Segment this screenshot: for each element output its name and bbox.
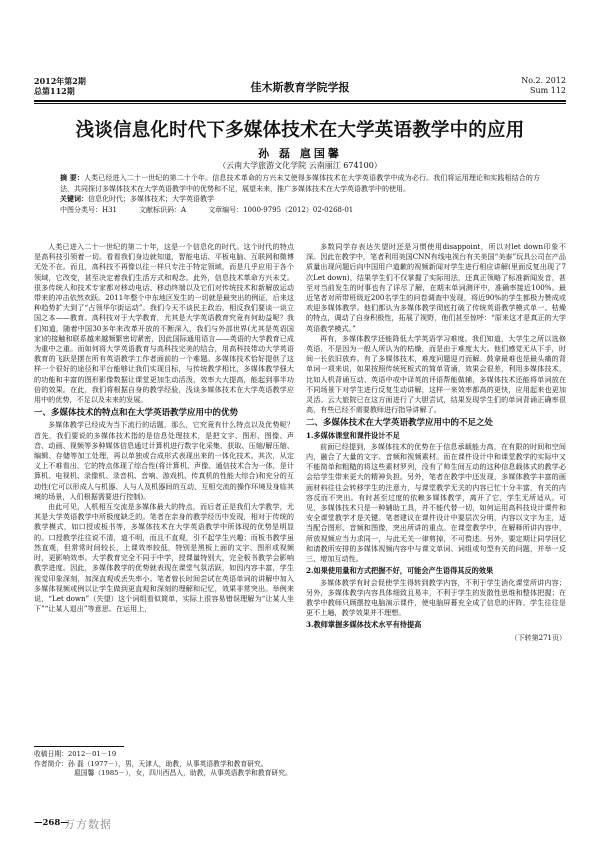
author-affiliation: （云南大学旅游文化学院 云南丽江 674100） (218, 161, 382, 170)
section-heading-2: 二、多媒体技术在大学英语教学应用中的不足之处 (306, 418, 494, 429)
clc-number: 中图分类号：H31 (60, 205, 118, 214)
header-rule-thin (34, 103, 566, 104)
header-issue-en (521, 76, 566, 96)
paragraph: 多媒体教学已经成为当下流行的话题，那么，它究竟有什么特点以及优势呢？首先，我们要说的多媒体技术指的是信息处理技术，是把文字、图形、图像、声音、动画、视频等多种媒体信息通过计算机进行数字化采集、获取、压缩/解压缩、编辑、存储等加工处理，再以单独或合成形式表现出来的一体化技术。其次，从定义上不难看出，它的特点体现了综合性(将计算机、声像、通信技术合为一体，是计算机、电视机、录像机、录音机、音响、游戏机、传真机的性能大综合)和充分的互动性(它可以形成人与机器、人与人及机器间的互动，互相交流的操作环境及身临其境的场景，人们根据需要进行控制)。 (34, 420, 294, 501)
article-metadata (60, 173, 540, 215)
footnotes (34, 750, 294, 779)
paragraph: 多媒体教学有时会促使学生得转到教学内容，不利于学生消化课堂所讲内容；另外，多媒体教学内容具体细致且易丰，不利于学生的发散性思维和整体把握；在教学中教师只顾摆控电脑演示课件，使电脑屏幕充全成了信息的评阵，学生往往是更不上趟，教学效果并不理想。 (306, 577, 566, 618)
running-header (34, 76, 566, 100)
article-authors: 孙 磊 扈国馨 (258, 147, 342, 160)
abstract (60, 173, 540, 194)
body-column-right (306, 242, 566, 643)
subsection-heading: 2.如果使用量和方式把握不好，可能会产生语得其反的效果 (306, 566, 494, 576)
header-issue-year: 2012年第2期 (34, 76, 86, 86)
section-heading-1: 一、多媒体技术的特点和在大学英语教学应用中的优势 (34, 408, 239, 419)
classification-ids (60, 205, 540, 216)
journal-name: 佳木斯教育学院学报 (250, 81, 350, 94)
keywords-label: 关键词： (60, 194, 88, 203)
paragraph: 由此可见，人机相互交流是多媒体最大的特点，而后者正是我们大学教学，尤其是大学英语教学中所极度缺乏的。笔者在亲身的教学经历中发现，相对于传统的教学模式，如口授或板书等，多媒体技术在大学英语教学中所体现的优势是明显的。口授教学往往说不清，道不明，而且不直观，引不起学生兴趣；而板书教学虽然直观，但常常时间较长，上课效率较低，特别是黑板上面的文字、图形或视频时，更影响效率。大学教育完全不同于中学，授课量特别大，完全板书教学会影响教学进度。因此，多媒体教学的优势就表现在课堂气氛活跃，如因内容丰富，学生视觉印象深刻，加深直观或丢失率小。笔者曾长时间尝试在英语单词的讲解中加入多媒体视频或例以让学生做到更直观和深刻的理解和记忆，效果非常突出。举例来说，“Let down”（失望）这个词组看似简单，实际上很容易错误理解为“让某人坐下”“让某人退出”等意思。在运用上， (34, 502, 294, 614)
keywords-text: 信息化时代；多媒体技术；大学英语教学 (88, 195, 214, 203)
continued-note: （下转第271页） (510, 633, 566, 642)
subsection-heading: 1.多媒体课堂和课件设计不足 (306, 430, 400, 440)
received-date: 收稿日期：2012－01－19 (34, 750, 117, 758)
keywords (60, 194, 540, 205)
paragraph: 多数同学存表达失望时还是习惯使用disappoint，所以对let down印象不深。因此在教学中，笔者利用美国CNN有线电视台有关美国“美泰”玩具公司在产品质量出现问题后向中国用户道歉的视频新闻对学生进行相应讲解(里面反复出现了7次Let down)，结果学生们不仅掌握了实际用法，还真正领略了标准新闻发音，甚至对当前发生的时事也有了详尽了解，在期末单词测评中，准确率接近100%。最近笔者对所带班级近200名学生的问卷调查中发现，将近90%的学生都极力赞成或欢迎多媒体教学。他们都认为多媒体教学彻底打破了传统英语教学模式单一、枯燥的特点，调动了自身积极性，拓展了视野，他们甚至惊呼：“原来这才是真正的大学英语教学模式。” (306, 242, 566, 333)
paragraph: 再有，多媒体教学还能降低大学英语学习难度。我们知道，大学生之所以选修英语，不是因为一般人所认为的枯燥，而是由于难度太大。他们感觉无从下手，时间一长依旧放弃。有了多媒体技术，难度问题迎刃而解。鼓拿最难也是最头痛的背单词一项来说，如果按照传统死板式的简单背诵，效果会很差，利用多媒体技术，比如人机背诵互动、英语中或中译英的评语帮能做辅，多媒体技术还能将单词放在不同场景下对学生进行反复生动讲解，这样一来效率都高的更快，应用起来也更加灵活。云大旅院已在这方面进行了大胆尝试，结果发现学生们的单词背诵正确率很高，有些已经不需要教师进行指导讲解了。 (306, 333, 566, 415)
header-issue-no: No.2. 2012 (521, 76, 566, 85)
header-issue-sum: Sum 112 (529, 86, 566, 95)
subsection-heading: 3.教师掌握多媒体技术水平有待提高 (306, 620, 422, 630)
page-number: —268— (34, 818, 69, 828)
abstract-text: 人类已经进入二十一世纪的第二十个年。信息技术革命的方兴未艾使得多媒体技术在大学英语教学中成为必行。我们将运用理论和实践相结合的方法，共同探讨多媒体技术在大学英语教学中的优势和不足，展望未来，推广多媒体技术在大学英语教学中的使用。 (60, 174, 541, 193)
article-title: 浅谈信息化时代下多媒体技术在大学英语教学中的应用 (75, 120, 525, 141)
abstract-label: 摘 要： (60, 173, 84, 182)
article-number: 文章编号：1000-9795（2012）02-0268-01 (208, 205, 354, 214)
header-issue-total: 总第112期 (34, 86, 75, 96)
paragraph: 前面已经提到，多媒体技术的优势在于信息承载能力高，在有限的时间和空间内，融合了大量的文字、音频和视频素材。而在课件设计中和课堂教学的实际中又不能简单和粗糙的将这些素材罗列，没有了帅生间互动的这种信息载体式的教学必会给学生带来更大的精神负担。另外，笔者在教学中还发现，多媒体教学丰富的画面材料往往会转移学生的注意力，与课堂教学无关的内容已忙十分丰富，有关的内容反而不突出。有时甚至过度的依赖多媒体教学，离开了它，学生无所适从。可见，多媒体技术只是一种辅助工具，并不能代替一切，如何运用高科技设计课件和安全课堂教学才是关键。笔者建议在课件设计中要层次分明，内容以文字为主，适当配合图形、音频和图像，突出所讲的重点。在课堂教学中，在解释所讲内容中，所放视频应当力求同一，与此无关一律剪掉，不可赘述。另外，要定期让同学回忆和请教所安排的多媒体视频内容中与课文单词、词组或句型有关的问题，并举一反三，增加互动性。 (306, 441, 566, 564)
body-column-left (34, 242, 294, 614)
document-code: 文献标识码：A (139, 205, 187, 214)
author-bio: 作者简介：孙 磊（1977－），男，天津人，助教，从事英语教学和教育研究。 (34, 759, 268, 768)
header-rule (34, 100, 566, 102)
paragraph: 人类已进入二十一世纪的第二十年，这是一个信息化的时代。这个时代的特点是高科技引领着一切。看看我们身边就知道，智能电话、平板电脑、互联网和微博无处不在。而且，高科技不再像以往一样只专注于特定领域，而是几乎应用于各个领域，它改变，甚至决定着我们生活方式和观念。此外，信息技术革命方兴未艾。很多传统人和技术专家都对移动电话、移动终端以及它们对传统技术和新解放运动带来的冲击依然欢跃。2011年整个中东地区发生的一切就是最突出的例证，后来这种趋势扩大到了“占领华尔街运动”。我们今天不谈民主政治，相反我们要谈一谈立国之本——教育。高科技对于大学教育，尤其是大学英语教育究竟有何助益呢？我们知道，随着中国30多年来改革开放的不断深入，我们与外部世界(尤其是英语国家)的接触和联系越来越频繁密切紧密，因此国际通用语言——英语的大学教育已成为重中之重。而如何将大学英语教育与高科技完美的结合，用高科技带动大学英语教育的飞跃是摆在所有英语教学工作者面前的一个难题。多媒体技术恰好提供了这样一个很好的途径和平台能够让我们实现目标，与传统教学相比，多媒体教学强大的功能和丰富的图形影像数据让课堂更加生动活泼，效率大大提高，能起到事半功倍的效果。在此，我们将根据自身的教学经验，浅谈多媒体技术在大学英语教学应用中的优势，不足以及未来的发展。 (34, 242, 294, 405)
footnote-rule (34, 746, 124, 747)
author-bio: 扈国馨（1985－），女，四川西昌人，助教，从事英语教学和教育研究。 (74, 769, 292, 777)
watermark: 万方数据 (64, 818, 112, 831)
